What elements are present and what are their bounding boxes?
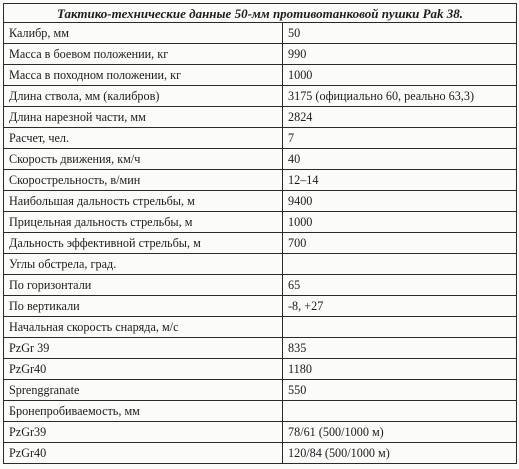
parameter-label: PzGr39 xyxy=(4,422,283,443)
parameter-value: 2824 xyxy=(283,107,517,128)
parameter-label: Начальная скорость снаряда, м/с xyxy=(4,317,283,338)
parameter-label: Скорость движения, км/ч xyxy=(4,149,283,170)
parameter-value: 1000 xyxy=(283,65,517,86)
parameter-value: 65 xyxy=(283,275,517,296)
table-row xyxy=(4,317,517,338)
parameter-label: Наибольшая дальность стрельбы, м xyxy=(4,191,283,212)
parameter-label: Прицельная дальность стрельбы, м xyxy=(4,212,283,233)
parameter-label: Дальность эффективной стрельбы, м xyxy=(4,233,283,254)
table-row xyxy=(4,359,517,380)
table-row xyxy=(4,107,517,128)
parameter-label: Длина нарезной части, мм xyxy=(4,107,283,128)
parameter-label: PzGr40 xyxy=(4,443,283,464)
parameter-label: Масса в походном положении, кг xyxy=(4,65,283,86)
table-row xyxy=(4,149,517,170)
parameter-value: 12–14 xyxy=(283,170,517,191)
parameter-label: Расчет, чел. xyxy=(4,128,283,149)
table-row xyxy=(4,86,517,107)
table-row xyxy=(4,296,517,317)
specifications-table xyxy=(3,3,517,464)
parameter-value: 1000 xyxy=(283,212,517,233)
table-row xyxy=(4,401,517,422)
parameter-value: 990 xyxy=(283,44,517,65)
parameter-label: PzGr40 xyxy=(4,359,283,380)
parameter-label: Скорострельность, в/мин xyxy=(4,170,283,191)
parameter-label: Масса в боевом положении, кг xyxy=(4,44,283,65)
parameter-value: 1180 xyxy=(283,359,517,380)
parameter-label: PzGr 39 xyxy=(4,338,283,359)
parameter-value: 9400 xyxy=(283,191,517,212)
table-row xyxy=(4,254,517,275)
table-row xyxy=(4,443,517,464)
parameter-label: Длина ствола, мм (калибров) xyxy=(4,86,283,107)
parameter-value: 550 xyxy=(283,380,517,401)
parameter-value xyxy=(283,401,517,422)
specifications-body xyxy=(4,23,517,464)
parameter-label: Sprenggranate xyxy=(4,380,283,401)
parameter-value: 50 xyxy=(283,23,517,44)
parameter-value: 7 xyxy=(283,128,517,149)
table-row xyxy=(4,170,517,191)
table-row xyxy=(4,233,517,254)
parameter-value: 40 xyxy=(283,149,517,170)
table-row xyxy=(4,65,517,86)
parameter-value: -8, +27 xyxy=(283,296,517,317)
table-row xyxy=(4,338,517,359)
table-row xyxy=(4,191,517,212)
parameter-value: 835 xyxy=(283,338,517,359)
table-row xyxy=(4,422,517,443)
parameter-label: По вертикали xyxy=(4,296,283,317)
table-row xyxy=(4,380,517,401)
table-title-row xyxy=(4,4,517,23)
table-row xyxy=(4,44,517,65)
parameter-label: Калибр, мм xyxy=(4,23,283,44)
parameter-label: Бронепробиваемость, мм xyxy=(4,401,283,422)
parameter-value xyxy=(283,317,517,338)
table-row xyxy=(4,212,517,233)
table-row xyxy=(4,128,517,149)
parameter-value: 700 xyxy=(283,233,517,254)
parameter-value: 3175 (официально 60, реально 63,3) xyxy=(283,86,517,107)
table-row xyxy=(4,275,517,296)
parameter-label: По горизонтали xyxy=(4,275,283,296)
parameter-label: Углы обстрела, град. xyxy=(4,254,283,275)
table-title: Тактико-технические данные 50-мм противотанковой пушки Pak 38. xyxy=(4,4,517,23)
parameter-value xyxy=(283,254,517,275)
parameter-value: 120/84 (500/1000 м) xyxy=(283,443,517,464)
parameter-value: 78/61 (500/1000 м) xyxy=(283,422,517,443)
table-row xyxy=(4,23,517,44)
